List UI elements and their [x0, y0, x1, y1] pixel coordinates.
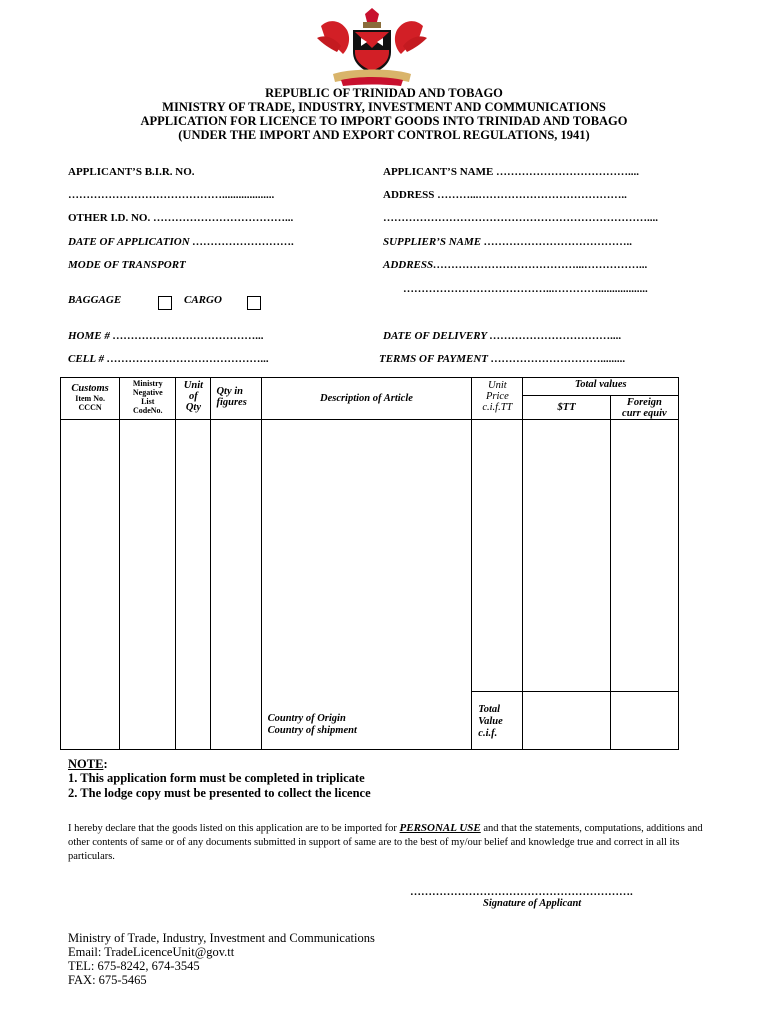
country-of-origin-label: Country of Origin: [267, 713, 346, 724]
supplier-address-field[interactable]: ADDRESS…………………………………...……………...: [383, 259, 648, 271]
total-foreign-cell[interactable]: [610, 692, 678, 750]
home-phone-field[interactable]: HOME # …………………………………...: [68, 330, 264, 342]
bir-no-field: APPLICANT’S B.I.R. NO.: [68, 166, 195, 178]
col-ministry-header: Ministry Negative List CodeNo.: [120, 378, 176, 420]
cargo-label: CARGO: [184, 294, 222, 306]
col-description-header: Description of Article: [261, 378, 472, 420]
baggage-label: BAGGAGE: [68, 294, 122, 306]
applicant-address-field[interactable]: ADDRESS ………...…………………………………..: [383, 189, 627, 201]
col-total-values-header: Total values: [523, 378, 679, 396]
cell-foreign[interactable]: [610, 420, 678, 692]
footer-fax: FAX: 675-5465: [68, 973, 147, 987]
date-of-application-field[interactable]: DATE OF APPLICATION ……………………….: [68, 236, 295, 248]
cell-unit-price[interactable]: [472, 420, 523, 692]
terms-of-payment-field[interactable]: TERMS OF PAYMENT ………………………….........: [379, 353, 626, 365]
note-triplicate: 1. This application form must be completed in triplicate: [68, 771, 365, 785]
other-id-field[interactable]: OTHER I.D. NO. ………………………………...: [68, 212, 294, 224]
total-tt-cell[interactable]: [523, 692, 610, 750]
header-application: APPLICATION FOR LICENCE TO IMPORT GOODS INTO TRINIDAD AND TOBAGO: [140, 114, 628, 128]
footer-tel: TEL: 675-8242, 674-3545: [68, 959, 200, 973]
note-title: NOTE:: [68, 757, 108, 771]
header-republic: REPUBLIC OF TRINIDAD AND TOBAGO: [265, 86, 503, 100]
cell-phone-field[interactable]: CELL # ……………………………………...: [68, 353, 269, 365]
personal-use-emphasis: PERSONAL USE: [399, 822, 481, 834]
coat-of-arms-emblem: [311, 8, 433, 88]
baggage-checkbox[interactable]: [158, 296, 172, 310]
declaration-text: I hereby declare that the goods listed on this application are to be imported for PERSONAL USE and that the statements, computations, additions and other contents of same or of any documents submitted in support of same are to the best of my/our belief and knowledge true and correct in all its particulars.: [68, 822, 703, 862]
cargo-checkbox[interactable]: [247, 296, 261, 310]
note-lodge-copy: 2. The lodge copy must be presented to collect the licence: [68, 786, 371, 800]
supplier-address-cont-field[interactable]: …………………………………...…………..................: [403, 283, 648, 295]
col-unit-header: Unit of Qty: [176, 378, 211, 420]
cell-unit[interactable]: [176, 420, 211, 750]
supplier-name-field[interactable]: SUPPLIER’S NAME …………………………………..: [383, 236, 633, 248]
col-qty-header: Qty in figures: [211, 378, 261, 420]
cell-customs[interactable]: [61, 420, 120, 750]
col-foreign-header: Foreign curr equiv: [610, 396, 678, 420]
cell-ministry[interactable]: [120, 420, 176, 750]
total-value-label-cell: Total Value c.i.f.: [472, 692, 523, 750]
col-tt-header: $TT: [523, 396, 610, 420]
articles-table: [60, 377, 679, 750]
col-customs-header: Customs Item No. CCCN: [61, 378, 120, 420]
signature-line[interactable]: …………………………………………………….: [410, 886, 633, 898]
applicant-name-field[interactable]: APPLICANT’S NAME ………………………………....: [383, 166, 640, 178]
footer-email: Email: TradeLicenceUnit@gov.tt: [68, 945, 235, 959]
signature-label: Signature of Applicant: [483, 898, 582, 909]
bir-no-dots[interactable]: ……………………………………...................: [68, 189, 275, 201]
cell-qty[interactable]: [211, 420, 261, 750]
header-ministry: MINISTRY OF TRADE, INDUSTRY, INVESTMENT AND COMMUNICATIONS: [162, 100, 606, 114]
country-of-shipment-label: Country of shipment: [267, 725, 357, 736]
col-unit-price-header: Unit Price c.i.f.TT: [472, 378, 523, 420]
applicant-address-cont-field[interactable]: ………………………………………………………………....: [383, 212, 658, 224]
cell-description[interactable]: [261, 420, 472, 750]
footer-ministry: Ministry of Trade, Industry, Investment and Communications: [68, 931, 375, 945]
header-regulations: (UNDER THE IMPORT AND EXPORT CONTROL REGULATIONS, 1941): [178, 128, 590, 142]
cell-tt[interactable]: [523, 420, 610, 692]
mode-of-transport-label: MODE OF TRANSPORT: [68, 259, 186, 271]
date-of-delivery-field[interactable]: DATE OF DELIVERY ……………………………....: [383, 330, 622, 342]
